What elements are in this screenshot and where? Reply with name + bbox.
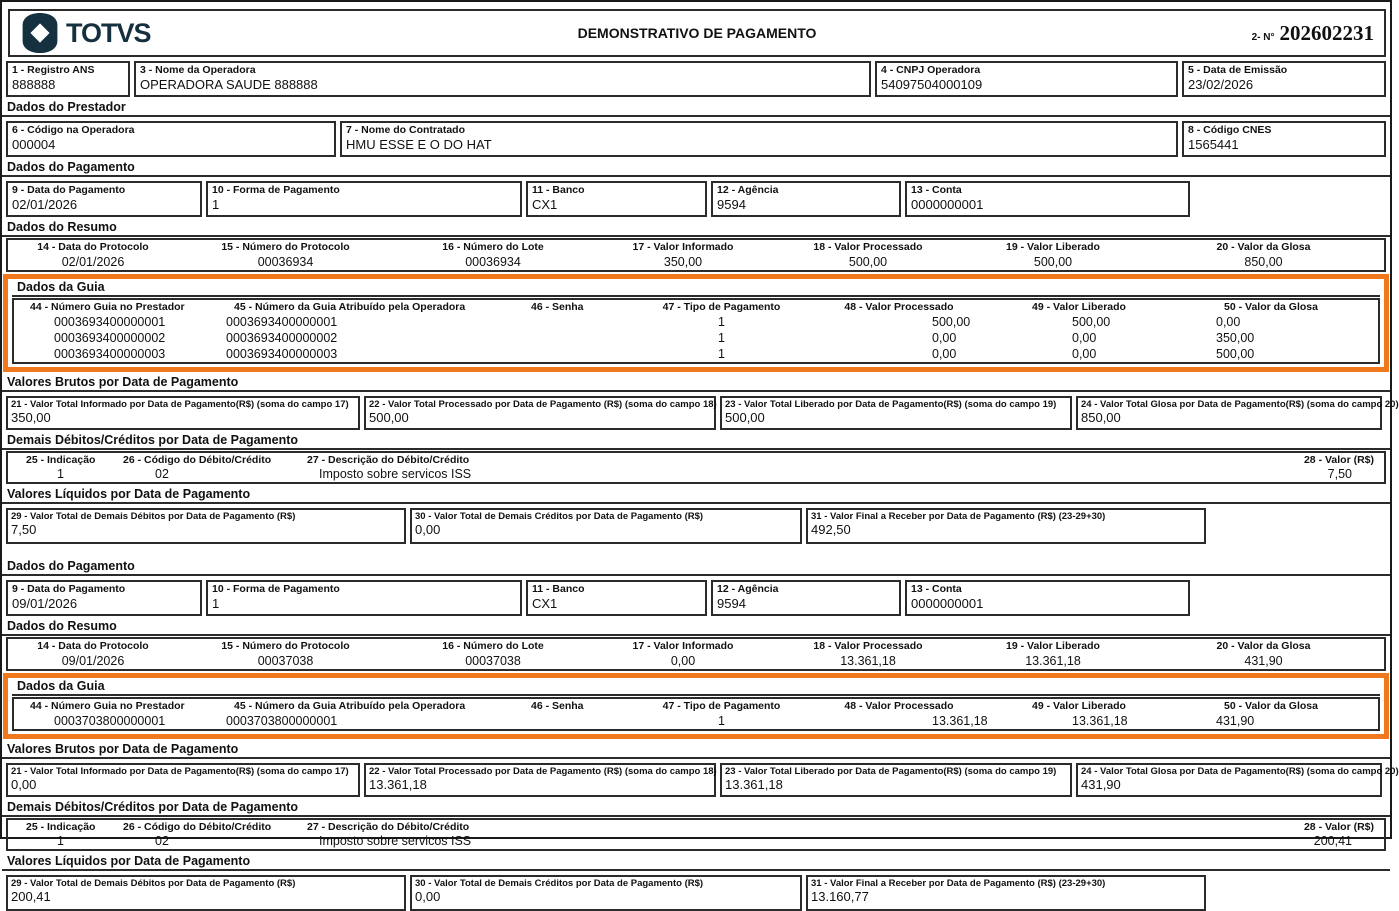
table-cell bbox=[509, 314, 639, 330]
field-value: 54097504000109 bbox=[881, 77, 983, 92]
table-cell: 500,00 bbox=[1216, 347, 1255, 361]
field-label: 29 - Valor Total de Demais Débitos por Data de Pagamento (R$) bbox=[11, 878, 296, 889]
table-cell: 350,00 bbox=[663, 255, 703, 269]
resumo-header-row bbox=[8, 639, 1384, 653]
brutos-row bbox=[6, 396, 1399, 430]
column-header: 15 - Número do Protocolo bbox=[221, 241, 350, 253]
field-value: 1 bbox=[212, 596, 220, 611]
table-cell bbox=[509, 713, 639, 729]
field-agencia bbox=[711, 181, 901, 217]
table-cell: 0,00 bbox=[670, 654, 696, 668]
table-cell: 0003693400000001 bbox=[226, 315, 338, 329]
field-label: 21 - Valor Total Informado por Data de Pagamento(R$) (soma do campo 17) bbox=[11, 399, 349, 410]
table-cell: 500,00 bbox=[1072, 315, 1111, 329]
field-valor-processado-total bbox=[364, 763, 716, 797]
column-header: 49 - Valor Liberado bbox=[1032, 700, 1126, 712]
section-title-liquidos: Valores Líquidos por Data de Pagamento bbox=[2, 853, 1390, 871]
table-cell: 0003703800000001 bbox=[226, 714, 338, 728]
field-total-debitos bbox=[6, 508, 406, 544]
column-header: 26 - Código do Débito/Crédito bbox=[123, 454, 272, 466]
field-total-creditos bbox=[410, 875, 802, 911]
debitos-value-row bbox=[8, 834, 1384, 849]
document-number-label: 2- N° bbox=[1251, 31, 1275, 43]
column-header: 50 - Valor da Glosa bbox=[1224, 700, 1318, 712]
field-label: 23 - Valor Total Liberado por Data de Pagamento(R$) (soma do campo 19) bbox=[725, 766, 1057, 777]
table-cell: 0,00 bbox=[932, 331, 957, 345]
prestador-fields-row bbox=[6, 121, 1386, 157]
debitos-header-row bbox=[8, 820, 1384, 834]
column-header: 28 - Valor (R$) bbox=[1303, 454, 1374, 466]
field-label: 9 - Data do Pagamento bbox=[12, 184, 126, 196]
debitos-header-row bbox=[8, 453, 1384, 467]
field-value: 431,90 bbox=[1081, 777, 1121, 792]
field-label: 6 - Código na Operadora bbox=[12, 124, 135, 136]
table-cell: 0,00 bbox=[932, 347, 957, 361]
field-value: HMU ESSE E O DO HAT bbox=[346, 137, 492, 152]
column-header: 18 - Valor Processado bbox=[813, 241, 923, 253]
table-cell: 1 bbox=[718, 331, 725, 345]
field-cnpj-operadora bbox=[875, 61, 1178, 97]
table-cell bbox=[509, 346, 639, 362]
pagamento-fields-row bbox=[6, 580, 1386, 616]
column-header: 45 - Número da Guia Atribuído pela Operadora bbox=[234, 301, 466, 313]
column-header: 27 - Descrição do Débito/Crédito bbox=[307, 454, 470, 466]
field-value: 0,00 bbox=[415, 522, 441, 537]
field-label: 13 - Conta bbox=[911, 583, 962, 595]
field-value: 13.361,18 bbox=[725, 777, 783, 792]
table-cell: 00037038 bbox=[257, 654, 314, 668]
field-label: 8 - Código CNES bbox=[1188, 124, 1272, 136]
column-header: 45 - Número da Guia Atribuído pela Operadora bbox=[234, 700, 466, 712]
field-data-emissao bbox=[1182, 61, 1386, 97]
column-header: 44 - Número Guia no Prestador bbox=[30, 700, 185, 712]
document-header bbox=[8, 9, 1386, 57]
guia-table bbox=[12, 298, 1380, 364]
column-header: 47 - Tipo de Pagamento bbox=[662, 301, 781, 313]
brutos-row bbox=[6, 763, 1399, 797]
resumo-value-row bbox=[8, 254, 1384, 270]
column-header: 49 - Valor Liberado bbox=[1032, 301, 1126, 313]
section-title-guia: Dados da Guia bbox=[12, 279, 1380, 297]
field-banco bbox=[526, 580, 707, 616]
section-title-debitos: Demais Débitos/Créditos por Data de Pagamento bbox=[2, 799, 1390, 817]
guia-highlight-box bbox=[3, 673, 1389, 739]
field-value: 1 bbox=[212, 197, 220, 212]
field-label: 4 - CNPJ Operadora bbox=[881, 64, 981, 76]
section-title-brutos: Valores Brutos por Data de Pagamento bbox=[2, 374, 1390, 392]
field-codigo-cnes bbox=[1182, 121, 1386, 157]
document-number bbox=[1252, 21, 1374, 46]
resumo-table bbox=[6, 637, 1386, 671]
field-label: 30 - Valor Total de Demais Créditos por Data de Pagamento (R$) bbox=[415, 878, 704, 889]
field-data-pagamento bbox=[6, 181, 202, 217]
guia-highlight-box bbox=[3, 274, 1389, 372]
field-value: CX1 bbox=[532, 197, 558, 212]
guia-header-row bbox=[14, 300, 1378, 314]
column-header: 46 - Senha bbox=[531, 700, 584, 712]
table-cell: 00037038 bbox=[465, 654, 521, 668]
field-banco bbox=[526, 181, 707, 217]
column-header: 25 - Indicação bbox=[26, 454, 96, 466]
section-title-resumo: Dados do Resumo bbox=[2, 618, 1390, 636]
field-label: 1 - Registro ANS bbox=[12, 64, 95, 76]
field-value: 0,00 bbox=[11, 777, 37, 792]
column-header: 48 - Valor Processado bbox=[844, 301, 954, 313]
guia-row bbox=[14, 314, 1378, 330]
section-title-guia: Dados da Guia bbox=[12, 678, 1380, 696]
section-title-liquidos: Valores Líquidos por Data de Pagamento bbox=[2, 486, 1390, 504]
section-title-resumo: Dados do Resumo bbox=[2, 219, 1390, 237]
field-value: 850,00 bbox=[1081, 410, 1121, 425]
field-codigo-operadora bbox=[6, 121, 336, 157]
table-cell: 0,00 bbox=[1216, 315, 1241, 329]
field-data-pagamento bbox=[6, 580, 202, 616]
field-value: 0000000001 bbox=[911, 197, 984, 212]
table-cell: 7,50 bbox=[1327, 467, 1352, 481]
field-label: 30 - Valor Total de Demais Créditos por Data de Pagamento (R$) bbox=[415, 511, 704, 522]
payment-block-2 bbox=[2, 558, 1399, 911]
field-valor-final bbox=[806, 508, 1206, 544]
table-cell: 1 bbox=[57, 467, 64, 481]
field-forma-pagamento bbox=[206, 181, 522, 217]
table-cell: 0,00 bbox=[1072, 347, 1097, 361]
field-label: 22 - Valor Total Processado por Data de Pagamento (R$) (soma do campo 18) bbox=[369, 766, 717, 777]
field-valor-liberado-total bbox=[720, 396, 1072, 430]
table-cell: 200,41 bbox=[1313, 834, 1352, 848]
field-total-creditos bbox=[410, 508, 802, 544]
column-header: 16 - Número do Lote bbox=[442, 640, 544, 652]
field-label: 11 - Banco bbox=[532, 184, 585, 196]
column-header: 19 - Valor Liberado bbox=[1006, 241, 1100, 253]
column-header: 50 - Valor da Glosa bbox=[1224, 301, 1318, 313]
field-valor-glosa-total bbox=[1076, 763, 1399, 797]
column-header: 15 - Número do Protocolo bbox=[221, 640, 350, 652]
table-cell: 850,00 bbox=[1244, 255, 1283, 269]
field-conta bbox=[905, 580, 1190, 616]
liquidos-row bbox=[6, 875, 1386, 911]
field-label: 11 - Banco bbox=[532, 583, 585, 595]
guia-header-row bbox=[14, 699, 1378, 713]
guia-row bbox=[14, 346, 1378, 362]
table-cell: 13.361,18 bbox=[1025, 654, 1081, 668]
block-spacer bbox=[2, 544, 1390, 556]
table-cell: 1 bbox=[718, 347, 725, 361]
table-cell: 02/01/2026 bbox=[61, 255, 125, 269]
field-value: 09/01/2026 bbox=[12, 596, 78, 611]
field-label: 9 - Data do Pagamento bbox=[12, 583, 126, 595]
field-forma-pagamento bbox=[206, 580, 522, 616]
field-label: 13 - Conta bbox=[911, 184, 962, 196]
table-cell: 09/01/2026 bbox=[61, 654, 125, 668]
column-header: 16 - Número do Lote bbox=[442, 241, 544, 253]
field-value: 13.361,18 bbox=[369, 777, 427, 792]
field-valor-informado-total bbox=[6, 396, 360, 430]
field-value: 13.160,77 bbox=[811, 889, 869, 904]
field-valor-final bbox=[806, 875, 1206, 911]
field-valor-glosa-total bbox=[1076, 396, 1399, 430]
payment-block-1 bbox=[2, 159, 1399, 544]
field-registro-ans bbox=[6, 61, 130, 97]
field-nome-operadora bbox=[134, 61, 871, 97]
field-label: 10 - Forma de Pagamento bbox=[212, 184, 340, 196]
resumo-table bbox=[6, 238, 1386, 272]
column-header: 19 - Valor Liberado bbox=[1006, 640, 1100, 652]
guia-row bbox=[14, 330, 1378, 346]
section-title-debitos: Demais Débitos/Créditos por Data de Pagamento bbox=[2, 432, 1390, 450]
field-value: 200,41 bbox=[11, 889, 51, 904]
field-value: CX1 bbox=[532, 596, 558, 611]
document-title: DEMONSTRATIVO DE PAGAMENTO bbox=[577, 25, 817, 41]
resumo-value-row bbox=[8, 653, 1384, 669]
table-cell: Imposto sobre servicos ISS bbox=[319, 467, 472, 481]
field-value: 000004 bbox=[12, 137, 56, 152]
section-title-pagamento: Dados do Pagamento bbox=[2, 558, 1390, 576]
table-cell: 350,00 bbox=[1216, 331, 1255, 345]
field-label: 10 - Forma de Pagamento bbox=[212, 583, 340, 595]
table-cell: 431,90 bbox=[1216, 714, 1255, 728]
field-value: 350,00 bbox=[11, 410, 51, 425]
column-header: 17 - Valor Informado bbox=[632, 640, 734, 652]
field-value: 9594 bbox=[717, 596, 746, 611]
table-cell: 431,90 bbox=[1244, 654, 1283, 668]
table-cell: 0003693400000002 bbox=[226, 331, 338, 345]
field-label: 31 - Valor Final a Receber por Data de Pagamento (R$) (23-29+30) bbox=[811, 878, 1106, 889]
guia-table bbox=[12, 697, 1380, 731]
field-value: 500,00 bbox=[369, 410, 409, 425]
table-cell: 00036934 bbox=[257, 255, 314, 269]
table-cell: 500,00 bbox=[932, 315, 971, 329]
column-header: 48 - Valor Processado bbox=[844, 700, 954, 712]
section-title-brutos: Valores Brutos por Data de Pagamento bbox=[2, 741, 1390, 759]
column-header: 27 - Descrição do Débito/Crédito bbox=[307, 821, 470, 833]
table-cell: 1 bbox=[718, 714, 725, 728]
field-value: 7,50 bbox=[11, 522, 37, 537]
table-cell: 13.361,18 bbox=[1072, 714, 1128, 728]
field-value: 0000000001 bbox=[911, 596, 984, 611]
table-cell bbox=[509, 330, 639, 346]
field-value: 1565441 bbox=[1188, 137, 1239, 152]
field-label: 29 - Valor Total de Demais Débitos por Data de Pagamento (R$) bbox=[11, 511, 296, 522]
field-label: 3 - Nome da Operadora bbox=[140, 64, 256, 76]
pagamento-fields-row bbox=[6, 181, 1386, 217]
field-valor-informado-total bbox=[6, 763, 360, 797]
brand-name: TOTVS bbox=[66, 17, 151, 48]
field-value: OPERADORA SAUDE 888888 bbox=[140, 77, 318, 92]
table-cell: 500,00 bbox=[848, 255, 888, 269]
field-valor-liberado-total bbox=[720, 763, 1072, 797]
debitos-table bbox=[6, 451, 1386, 484]
table-cell: Imposto sobre servicos ISS bbox=[319, 834, 472, 848]
field-total-debitos bbox=[6, 875, 406, 911]
field-value: 0,00 bbox=[415, 889, 441, 904]
field-valor-processado-total bbox=[364, 396, 716, 430]
field-value: 500,00 bbox=[725, 410, 765, 425]
document-number-value: 202602231 bbox=[1279, 20, 1374, 45]
field-label: 24 - Valor Total Glosa por Data de Pagamento(R$) (soma do campo 20) bbox=[1081, 766, 1399, 777]
table-cell: 0003693400000003 bbox=[54, 347, 166, 361]
guia-row bbox=[14, 713, 1378, 729]
field-value: 888888 bbox=[12, 77, 56, 92]
field-nome-contratado bbox=[340, 121, 1178, 157]
debitos-table bbox=[6, 818, 1386, 851]
table-cell: 02 bbox=[155, 467, 169, 481]
column-header: 44 - Número Guia no Prestador bbox=[30, 301, 185, 313]
table-cell: 0,00 bbox=[1072, 331, 1097, 345]
field-label: 24 - Valor Total Glosa por Data de Pagamento(R$) (soma do campo 20) bbox=[1081, 399, 1399, 410]
field-value: 492,50 bbox=[811, 522, 851, 537]
section-title-pagamento: Dados do Pagamento bbox=[2, 159, 1390, 177]
table-cell: 1 bbox=[718, 315, 725, 329]
table-cell: 13.361,18 bbox=[840, 654, 896, 668]
table-cell: 0003703800000001 bbox=[54, 714, 166, 728]
field-label: 23 - Valor Total Liberado por Data de Pagamento(R$) (soma do campo 19) bbox=[725, 399, 1057, 410]
table-cell: 02 bbox=[155, 834, 169, 848]
column-header: 47 - Tipo de Pagamento bbox=[662, 700, 781, 712]
field-label: 22 - Valor Total Processado por Data de Pagamento (R$) (soma do campo 18) bbox=[369, 399, 717, 410]
column-header: 28 - Valor (R$) bbox=[1303, 821, 1374, 833]
column-header: 46 - Senha bbox=[531, 301, 584, 313]
table-cell: 13.361,18 bbox=[932, 714, 988, 728]
column-header: 18 - Valor Processado bbox=[813, 640, 923, 652]
field-label: 31 - Valor Final a Receber por Data de Pagamento (R$) (23-29+30) bbox=[811, 511, 1106, 522]
field-conta bbox=[905, 181, 1190, 217]
table-cell: 0003693400000003 bbox=[226, 347, 338, 361]
field-label: 7 - Nome do Contratado bbox=[346, 124, 466, 136]
resumo-header-row bbox=[8, 240, 1384, 254]
table-cell: 0003693400000002 bbox=[54, 331, 166, 345]
operator-fields-row bbox=[6, 61, 1386, 97]
table-cell: 00036934 bbox=[465, 255, 521, 269]
liquidos-row bbox=[6, 508, 1386, 544]
table-cell: 500,00 bbox=[1033, 255, 1073, 269]
field-value: 23/02/2026 bbox=[1188, 77, 1254, 92]
field-label: 12 - Agência bbox=[717, 184, 779, 196]
column-header: 17 - Valor Informado bbox=[632, 241, 734, 253]
table-cell: 0003693400000001 bbox=[54, 315, 166, 329]
debitos-value-row bbox=[8, 467, 1384, 482]
field-agencia bbox=[711, 580, 901, 616]
table-cell: 1 bbox=[57, 834, 64, 848]
column-header: 14 - Data do Protocolo bbox=[37, 640, 149, 652]
field-value: 02/01/2026 bbox=[12, 197, 78, 212]
field-label: 12 - Agência bbox=[717, 583, 779, 595]
column-header: 26 - Código do Débito/Crédito bbox=[123, 821, 272, 833]
field-label: 21 - Valor Total Informado por Data de Pagamento(R$) (soma do campo 17) bbox=[11, 766, 349, 777]
column-header: 14 - Data do Protocolo bbox=[37, 241, 149, 253]
column-header: 20 - Valor da Glosa bbox=[1216, 640, 1311, 652]
field-value: 9594 bbox=[717, 197, 746, 212]
column-header: 25 - Indicação bbox=[26, 821, 96, 833]
field-label: 5 - Data de Emissão bbox=[1188, 64, 1288, 76]
section-title-prestador: Dados do Prestador bbox=[2, 99, 1390, 117]
column-header: 20 - Valor da Glosa bbox=[1216, 241, 1311, 253]
